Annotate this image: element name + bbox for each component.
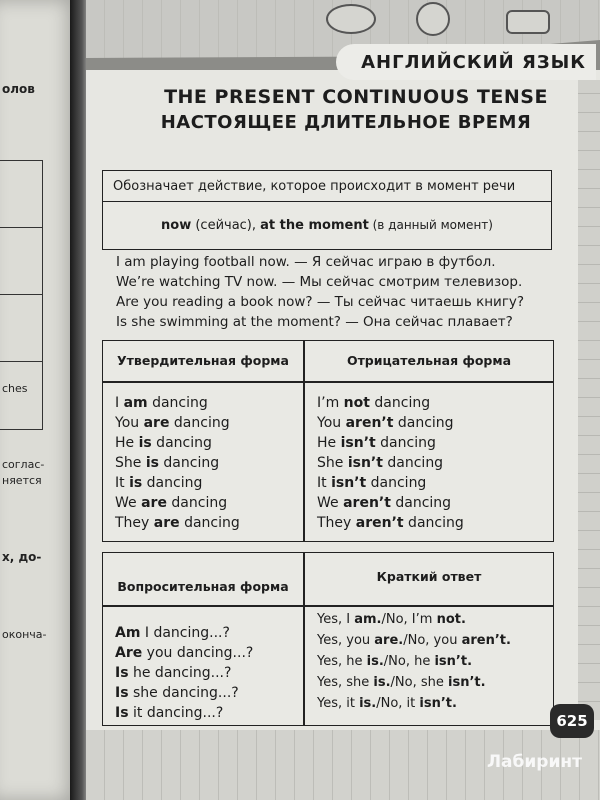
form-part: We [115,495,142,511]
form-auxiliary: isn’t [340,435,376,451]
form-part: dancing [366,475,427,491]
form-part: dancing [390,495,452,511]
answer-part: Yes, he [317,654,367,669]
form-part: dancing [169,415,230,431]
marker-now-translation: (сейчас), [191,217,261,233]
affirmative-row [115,413,240,433]
answer-part: Yes, I [317,612,355,627]
form-part: We [317,495,344,511]
negative-forms [317,393,464,533]
short-answer-row [317,630,511,651]
negative-row [317,393,464,413]
example-sentence: I am playing football now. — Я сейчас играю в футбол. [116,254,496,270]
form-part: They [115,515,154,531]
answer-auxiliary: isn’t. [419,696,457,711]
form-auxiliary: aren’t [345,415,394,431]
answer-part: /No, I’m [381,612,437,627]
question-forms [115,623,253,723]
question-row [115,683,253,703]
forms-table-question-short-answer [102,552,554,726]
answer-auxiliary: is. [373,675,391,690]
form-part: They [317,515,356,531]
form-part: She [317,455,348,471]
form-auxiliary: is [138,435,152,451]
form-part: dancing [158,455,220,471]
form-part: She [115,455,146,471]
left-page-fragment: оконча- [2,628,47,641]
doodle-icon [326,4,376,34]
form-part: dancing [403,515,464,531]
negative-row [317,453,464,473]
answer-auxiliary: isn’t. [434,654,473,669]
affirmative-row [115,493,240,513]
form-auxiliary: Is [115,705,129,721]
example-sentence: Are you reading a book now? — Ты сейчас читаешь книгу? [116,294,525,310]
subject-label: АНГЛИЙСКИЙ ЯЗЫК [336,44,596,80]
time-markers [103,202,551,248]
form-part: dancing [382,455,444,471]
title-russian: НАСТОЯЩЕЕ ДЛИТЕЛЬНОЕ ВРЕМЯ [160,112,532,133]
form-part: dancing [147,395,208,411]
form-part: I’m [317,395,344,411]
form-auxiliary: are [143,415,170,431]
left-page-fragment: соглас- [2,458,45,471]
short-answer-row [317,672,511,693]
form-part: You [115,415,144,431]
answer-part: Yes, she [317,675,374,690]
answer-part: /No, it [376,696,420,711]
form-auxiliary: are [141,495,167,511]
form-part: dancing [179,515,240,531]
marker-now: now [161,217,192,233]
form-auxiliary: Is [115,685,129,701]
book-page [86,0,600,800]
definition-box [102,170,552,250]
form-auxiliary: is [145,455,159,471]
form-auxiliary: isn’t [331,475,367,491]
form-part: dancing [142,475,203,491]
page-number: 625 [550,704,594,738]
question-row [115,703,253,723]
form-part: it dancing...? [128,705,224,721]
example-sentences [116,252,566,332]
negative-row [317,473,464,493]
left-page-row-word: ches [2,382,28,395]
marker-at-the-moment: at the moment [260,217,369,233]
form-part: she dancing...? [128,685,239,701]
left-page-fragment: няется [2,474,42,487]
answer-auxiliary: isn’t. [448,675,486,690]
form-part: I dancing...? [140,625,230,641]
header-negative: Отрицательная форма [346,353,512,368]
page-edge-grid [578,80,600,720]
form-part: dancing [151,435,212,451]
watermark-logo: Лабиринт [486,752,582,772]
form-auxiliary: Is [115,665,129,681]
form-part: you dancing...? [142,645,254,661]
answer-part: /No, he [383,654,435,669]
form-auxiliary: am [123,395,148,411]
header-question: Вопросительная форма [117,579,289,594]
form-part: He [115,435,139,451]
answer-part: /No, she [390,675,449,690]
doodle-icon [416,2,450,36]
short-answer-row [317,651,511,672]
title-english: THE PRESENT CONTINUOUS TENSE [164,86,548,108]
form-part: I [115,395,124,411]
form-auxiliary: aren’t [343,495,391,511]
form-auxiliary: is [129,475,143,491]
affirmative-row [115,393,240,413]
question-row [115,663,253,683]
question-row [115,643,253,663]
left-page-word: олов [2,82,35,96]
form-auxiliary: Are [115,645,143,661]
left-page-fragment: х, до- [2,550,42,564]
answer-part: Yes, it [317,696,360,711]
affirmative-row [115,473,240,493]
answer-auxiliary: am. [354,612,382,627]
answer-auxiliary: is. [366,654,384,669]
form-part: dancing [393,415,454,431]
question-row [115,623,253,643]
negative-row [317,433,464,453]
form-auxiliary: isn’t [347,455,383,471]
form-auxiliary: Am [115,625,141,641]
forms-table-affirmative-negative [102,340,554,542]
answer-auxiliary: is. [359,696,377,711]
affirmative-row [115,453,240,473]
form-part: dancing [375,435,436,451]
affirmative-row [115,513,240,533]
short-answers [317,609,511,714]
short-answer-row [317,693,511,714]
negative-row [317,413,464,433]
answer-auxiliary: not. [436,612,466,627]
negative-row [317,493,464,513]
short-answer-row [317,609,511,630]
affirmative-row [115,433,240,453]
form-auxiliary: aren’t [355,515,404,531]
form-part: he dancing...? [128,665,232,681]
negative-row [317,513,464,533]
answer-auxiliary: aren’t. [461,633,511,648]
example-sentence: We’re watching TV now. — Мы сейчас смотрим телевизор. [116,274,523,290]
form-part: It [115,475,130,491]
doodle-icon [506,10,550,34]
form-part: He [317,435,341,451]
header-short-answer: Краткий ответ [376,569,482,584]
left-page [0,0,78,800]
form-part: It [317,475,332,491]
form-part: dancing [166,495,228,511]
answer-part: Yes, you [317,633,375,648]
form-part: dancing [369,395,431,411]
header-affirmative: Утвердительная форма [117,353,289,368]
definition-text: Обозначает действие, которое происходит в момент речи [103,171,551,202]
affirmative-forms [115,393,240,533]
form-part: You [317,415,346,431]
example-sentence: Is she swimming at the moment? — Она сейчас плавает? [116,314,513,330]
answer-part: /No, you [403,633,462,648]
form-auxiliary: not [343,395,370,411]
marker-at-the-moment-translation: (в данный момент) [368,218,493,232]
form-auxiliary: are [153,515,180,531]
answer-auxiliary: are. [374,633,404,648]
